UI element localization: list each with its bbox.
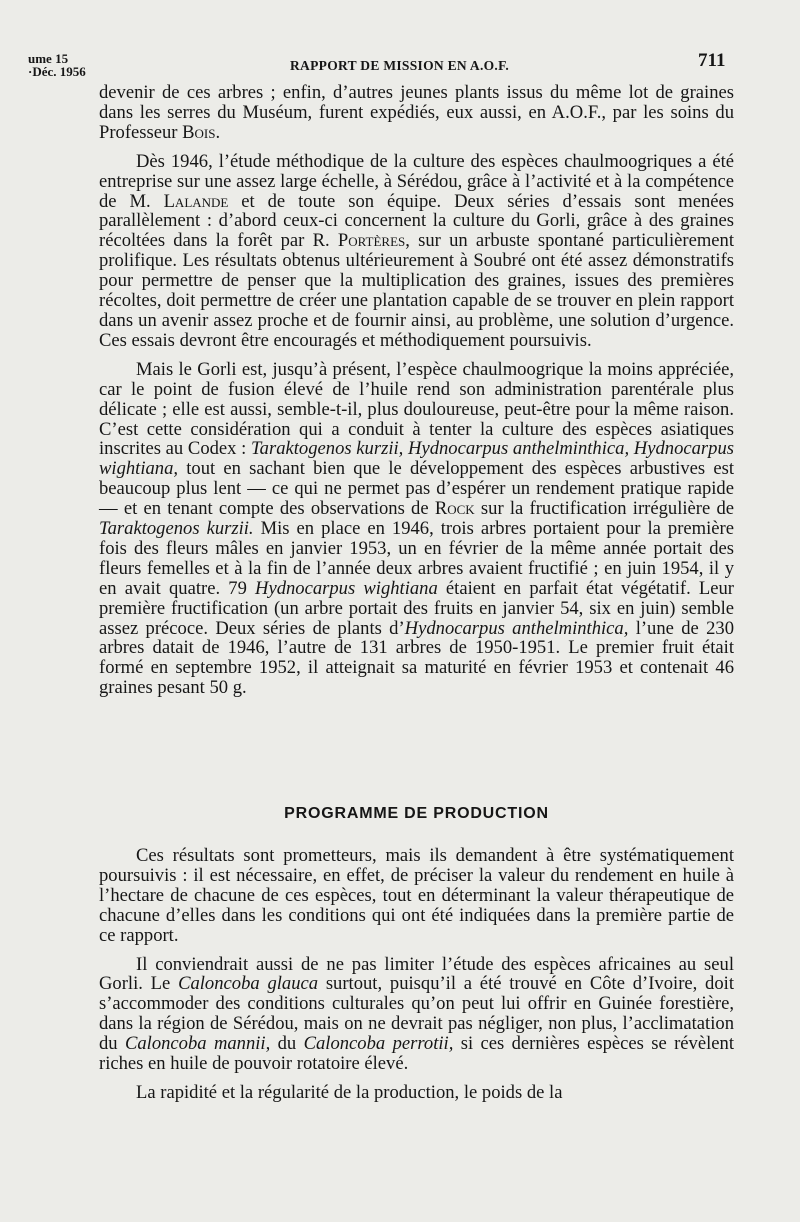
species-name: Hydnocarpus wightiana xyxy=(255,577,438,599)
paragraph: Dès 1946, l’étude méthodique de la culture des espèces chaulmoogriques a été entreprise sur une assez large échelle, à Sérédou, grâce à l’activité et à la compétence de M. Lalande et de toute son équipe. Deux séries d’essais sont menées parallèlement : d’abord ceux-ci concernent la culture du Gorli, grâce à des graines récoltées dans la forêt par R. Portères, sur un arbuste spontané particulièrement prolifique. Les résultats obtenus ultérieurement à Soubré ont été assez démonstratifs pour permettre de penser que la multiplication des graines, issues des premières récoltes, doit permettre de créer une plantation capable de se trouver en plein rapport dans un avenir assez proche et de fournir ainsi, au problème, une solution d’urgence. Ces essais devront être encouragés et méthodiquement poursuivis. xyxy=(99,150,735,351)
volume-date-header xyxy=(28,52,86,78)
paragraph: La rapidité et la régularité de la production, le poids de la xyxy=(136,1081,563,1103)
section-body xyxy=(99,846,734,1112)
paragraph: Il conviendrait aussi de ne pas limiter l’étude des espèces africaines au seul Gorli. Le Caloncoba glauca surtout, puisqu’il a été trouvé en Côte d’Ivoire, doit s’accommoder des conditions culturales qu’on peut lui offrir en Guinée forestière, dans la région de Sérédou, mais on ne devrait pas négliger, non plus, l’acclimatation du Caloncoba mannii, du Caloncoba perrotii, si ces dernières espèces se révèlent riches en huile de pouvoir rotatoire élevé. xyxy=(99,953,734,1075)
author-name: Portères xyxy=(337,230,406,252)
species-name: Taraktogenos kurzii, Hydnocarpus anthelminthica, Hydnocarpus wightiana, xyxy=(99,438,734,480)
author-name: Rock xyxy=(434,498,475,520)
issue-date: ·Déc. 1956 xyxy=(28,64,86,79)
author-name: Lalande xyxy=(163,190,229,212)
volume-label: ume 15 xyxy=(28,51,69,66)
section-heading: PROGRAMME DE PRODUCTION xyxy=(284,805,549,822)
species-name: Taraktogenos kurzii. xyxy=(99,518,254,540)
species-name: Caloncoba glauca xyxy=(178,973,319,995)
paragraph: Ces résultats sont prometteurs, mais ils demandent à être systématiquement poursuivis : il est nécessaire, en effet, de préciser la valeur du rendement en huile à l’hectare de chacune de ces espèces, tout en déterminant la valeur thérapeutique de chacune d’elles dans les conditions qui ont été indiquées dans la première partie de ce rapport. xyxy=(99,845,734,946)
page-number: 711 xyxy=(698,50,726,71)
paragraph: Mais le Gorli est, jusqu’à présent, l’espèce chaulmoogrique la moins appréciée, car le point de fusion élevé de l’huile rend son administration parentérale plus délicate ; elle est aussi, semble-t-il, plus douloureuse, peut-être pour la même raison. C’est cette considération qui a conduit à tenter la culture des espèces asiatiques inscrites au Codex : Taraktogenos kurzii, Hydnocarpus anthelminthica, Hydnocarpus wightiana, tout en sachant bien que le développement des espèces arbustives est beaucoup plus lent — ce qui ne permet pas d’espérer un rendement pratique rapide — et en tenant compte des observations de Rock sur la fructification irrégulière de Taraktogenos kurzii. Mis en place en 1946, trois arbres portaient pour la première fois des fleurs mâles en janvier 1953, un en février de la même année portait des fleurs femelles et à la fin de l’année deux arbres avaient fructifié ; en juin 1954, il y en avait quatre. 79 Hydnocarpus wightiana étaient en parfait état végétatif. Leur première fructification (un arbre portait des fruits en janvier 54, six en juin) semble assez précoce. Deux séries de plants d’Hydnocarpus anthelminthica, l’une de 230 arbres datait de 1946, l’autre de 131 arbres de 1950-1951. Le premier fruit était formé en septembre 1952, il atteignait sa maturité en février 1953 et contenait 46 graines pesant 50 g. xyxy=(99,358,734,699)
author-name: Bois xyxy=(182,121,216,143)
paragraph: devenir de ces arbres ; enfin, d’autres jeunes plants issus du même lot de graines dans les serres du Muséum, furent expédiés, eux aussi, en A.O.F., par les soins du Professeur Bois. xyxy=(99,82,734,143)
running-title: RAPPORT DE MISSION EN A.O.F. xyxy=(290,58,510,73)
section-body xyxy=(99,83,734,707)
species-name: Caloncoba mannii, xyxy=(124,1033,271,1055)
species-name: Caloncoba perrotii, xyxy=(303,1033,454,1055)
species-name: Hydnocarpus anthelminthica, xyxy=(404,617,629,639)
